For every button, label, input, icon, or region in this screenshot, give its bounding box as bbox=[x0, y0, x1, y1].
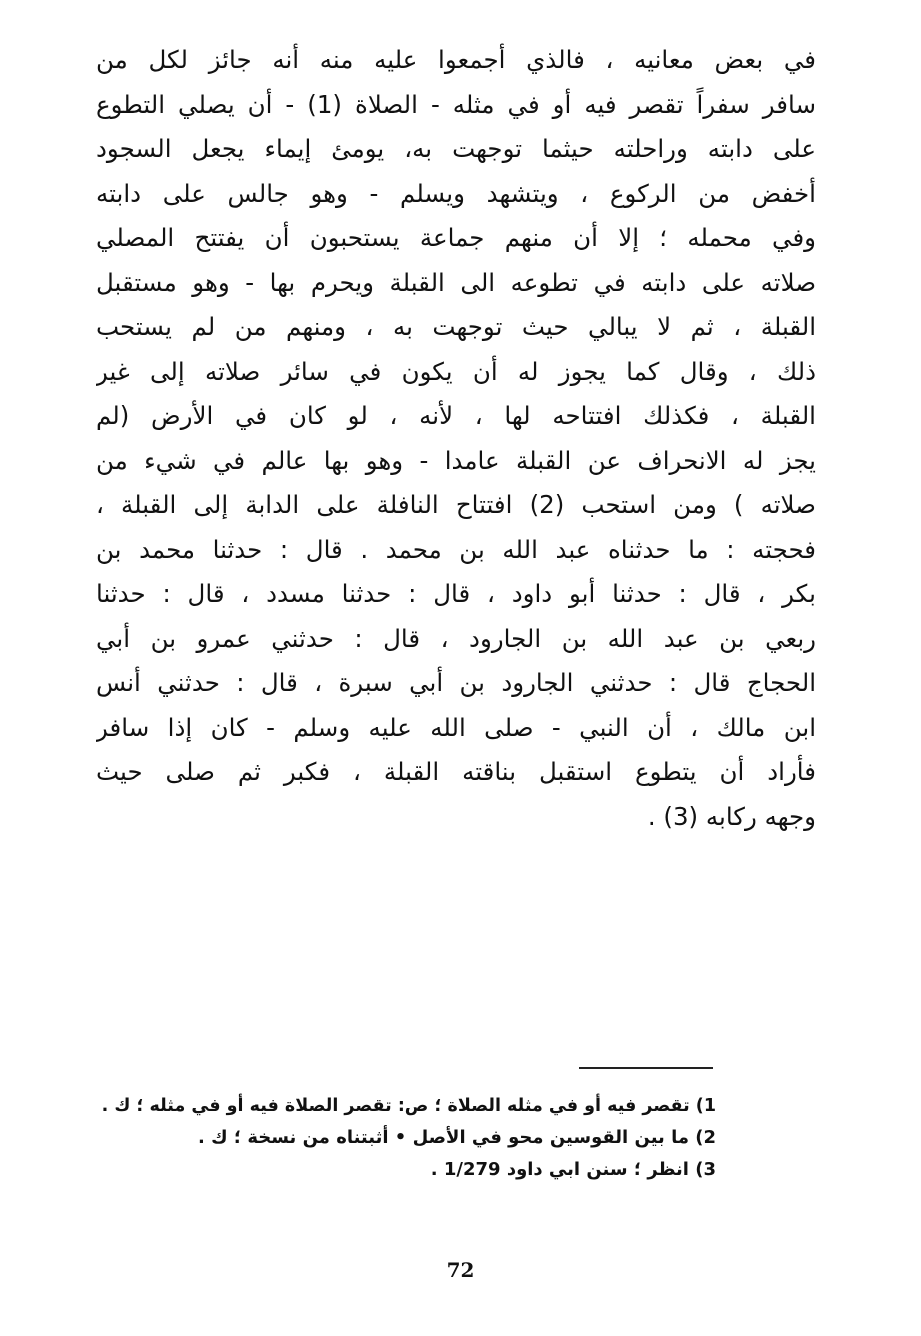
text-line: صلاته على دابته في تطوعه الى القبلة ويحرم بها - وهو مستقبل bbox=[96, 267, 816, 297]
footnotes-block bbox=[96, 1090, 716, 1186]
text-line: فأراد أن يتطوع استقبل بناقته القبلة ، فكبر ثم صلى حيث bbox=[96, 757, 816, 786]
text-line: صلاته ) ومن استحب (2) افتتاح النافلة على الدابة إلى القبلة ، bbox=[96, 490, 816, 519]
text-line: وفي محمله ؛ إلا أن منهم جماعة يستحبون أن يفتتح المصلي bbox=[96, 223, 816, 252]
footnote-item: 2) ما بين القوسين محو في الأصل • أثبتناه من نسخة ؛ ك . bbox=[198, 1127, 716, 1148]
text-line: ربعي بن عبد الله بن الجارود ، قال : حدثني عمرو بن أبي bbox=[96, 623, 816, 653]
text-line: على دابته وراحلته حيثما توجهت به، يومئ إيماء يجعل السجود bbox=[96, 134, 816, 163]
text-line: القبلة ، فكذلك افتتاحه لها ، لأنه ، لو كان في الأرض (لم bbox=[96, 401, 816, 430]
main-text-block bbox=[96, 38, 816, 839]
text-line: وجهه ركابه (3) . bbox=[647, 801, 816, 831]
text-line: ذلك ، وقال كما يجوز له أن يكون في سائر صلاته إلى غير bbox=[96, 356, 816, 386]
text-line: أخفض من الركوع ، ويتشهد ويسلم - وهو جالس على دابته bbox=[96, 178, 816, 208]
text-line: يجز له الانحراف عن القبلة عامدا - وهو بها عالم في شيء من bbox=[96, 445, 816, 475]
page-number: 72 bbox=[446, 1258, 475, 1282]
footnote-separator bbox=[579, 1067, 713, 1069]
text-line: فحجته : ما حدثناه عبد الله بن محمد . قال : حدثنا محمد بن bbox=[96, 534, 816, 564]
text-line: سافر سفراً تقصر فيه أو في مثله - الصلاة (1) - أن يصلي التطوع bbox=[96, 89, 816, 119]
text-line: القبلة ، ثم لا يبالي حيث توجهت به ، ومنهم من لم يستحب bbox=[96, 312, 816, 341]
text-line: الحجاج قال : حدثني الجارود بن أبي سبرة ، قال : حدثني أنس bbox=[96, 668, 816, 697]
footnote-item: 3) انظر ؛ سنن ابي داود 1/279 . bbox=[430, 1159, 716, 1180]
footnote-item: 1) تقصر فيه أو في مثله الصلاة ؛ ص: تقصر الصلاة فيه أو في مثله ؛ ك . bbox=[101, 1096, 716, 1116]
text-line: ابن مالك ، أن النبي - صلى الله عليه وسلم - كان إذا سافر bbox=[96, 712, 816, 742]
text-line: بكر ، قال : حدثنا أبو داود ، قال : حدثنا مسدد ، قال : حدثنا bbox=[96, 579, 816, 608]
text-line: في بعض معانيه ، فالذي أجمعوا عليه منه أنه جائز لكل من bbox=[96, 45, 816, 74]
